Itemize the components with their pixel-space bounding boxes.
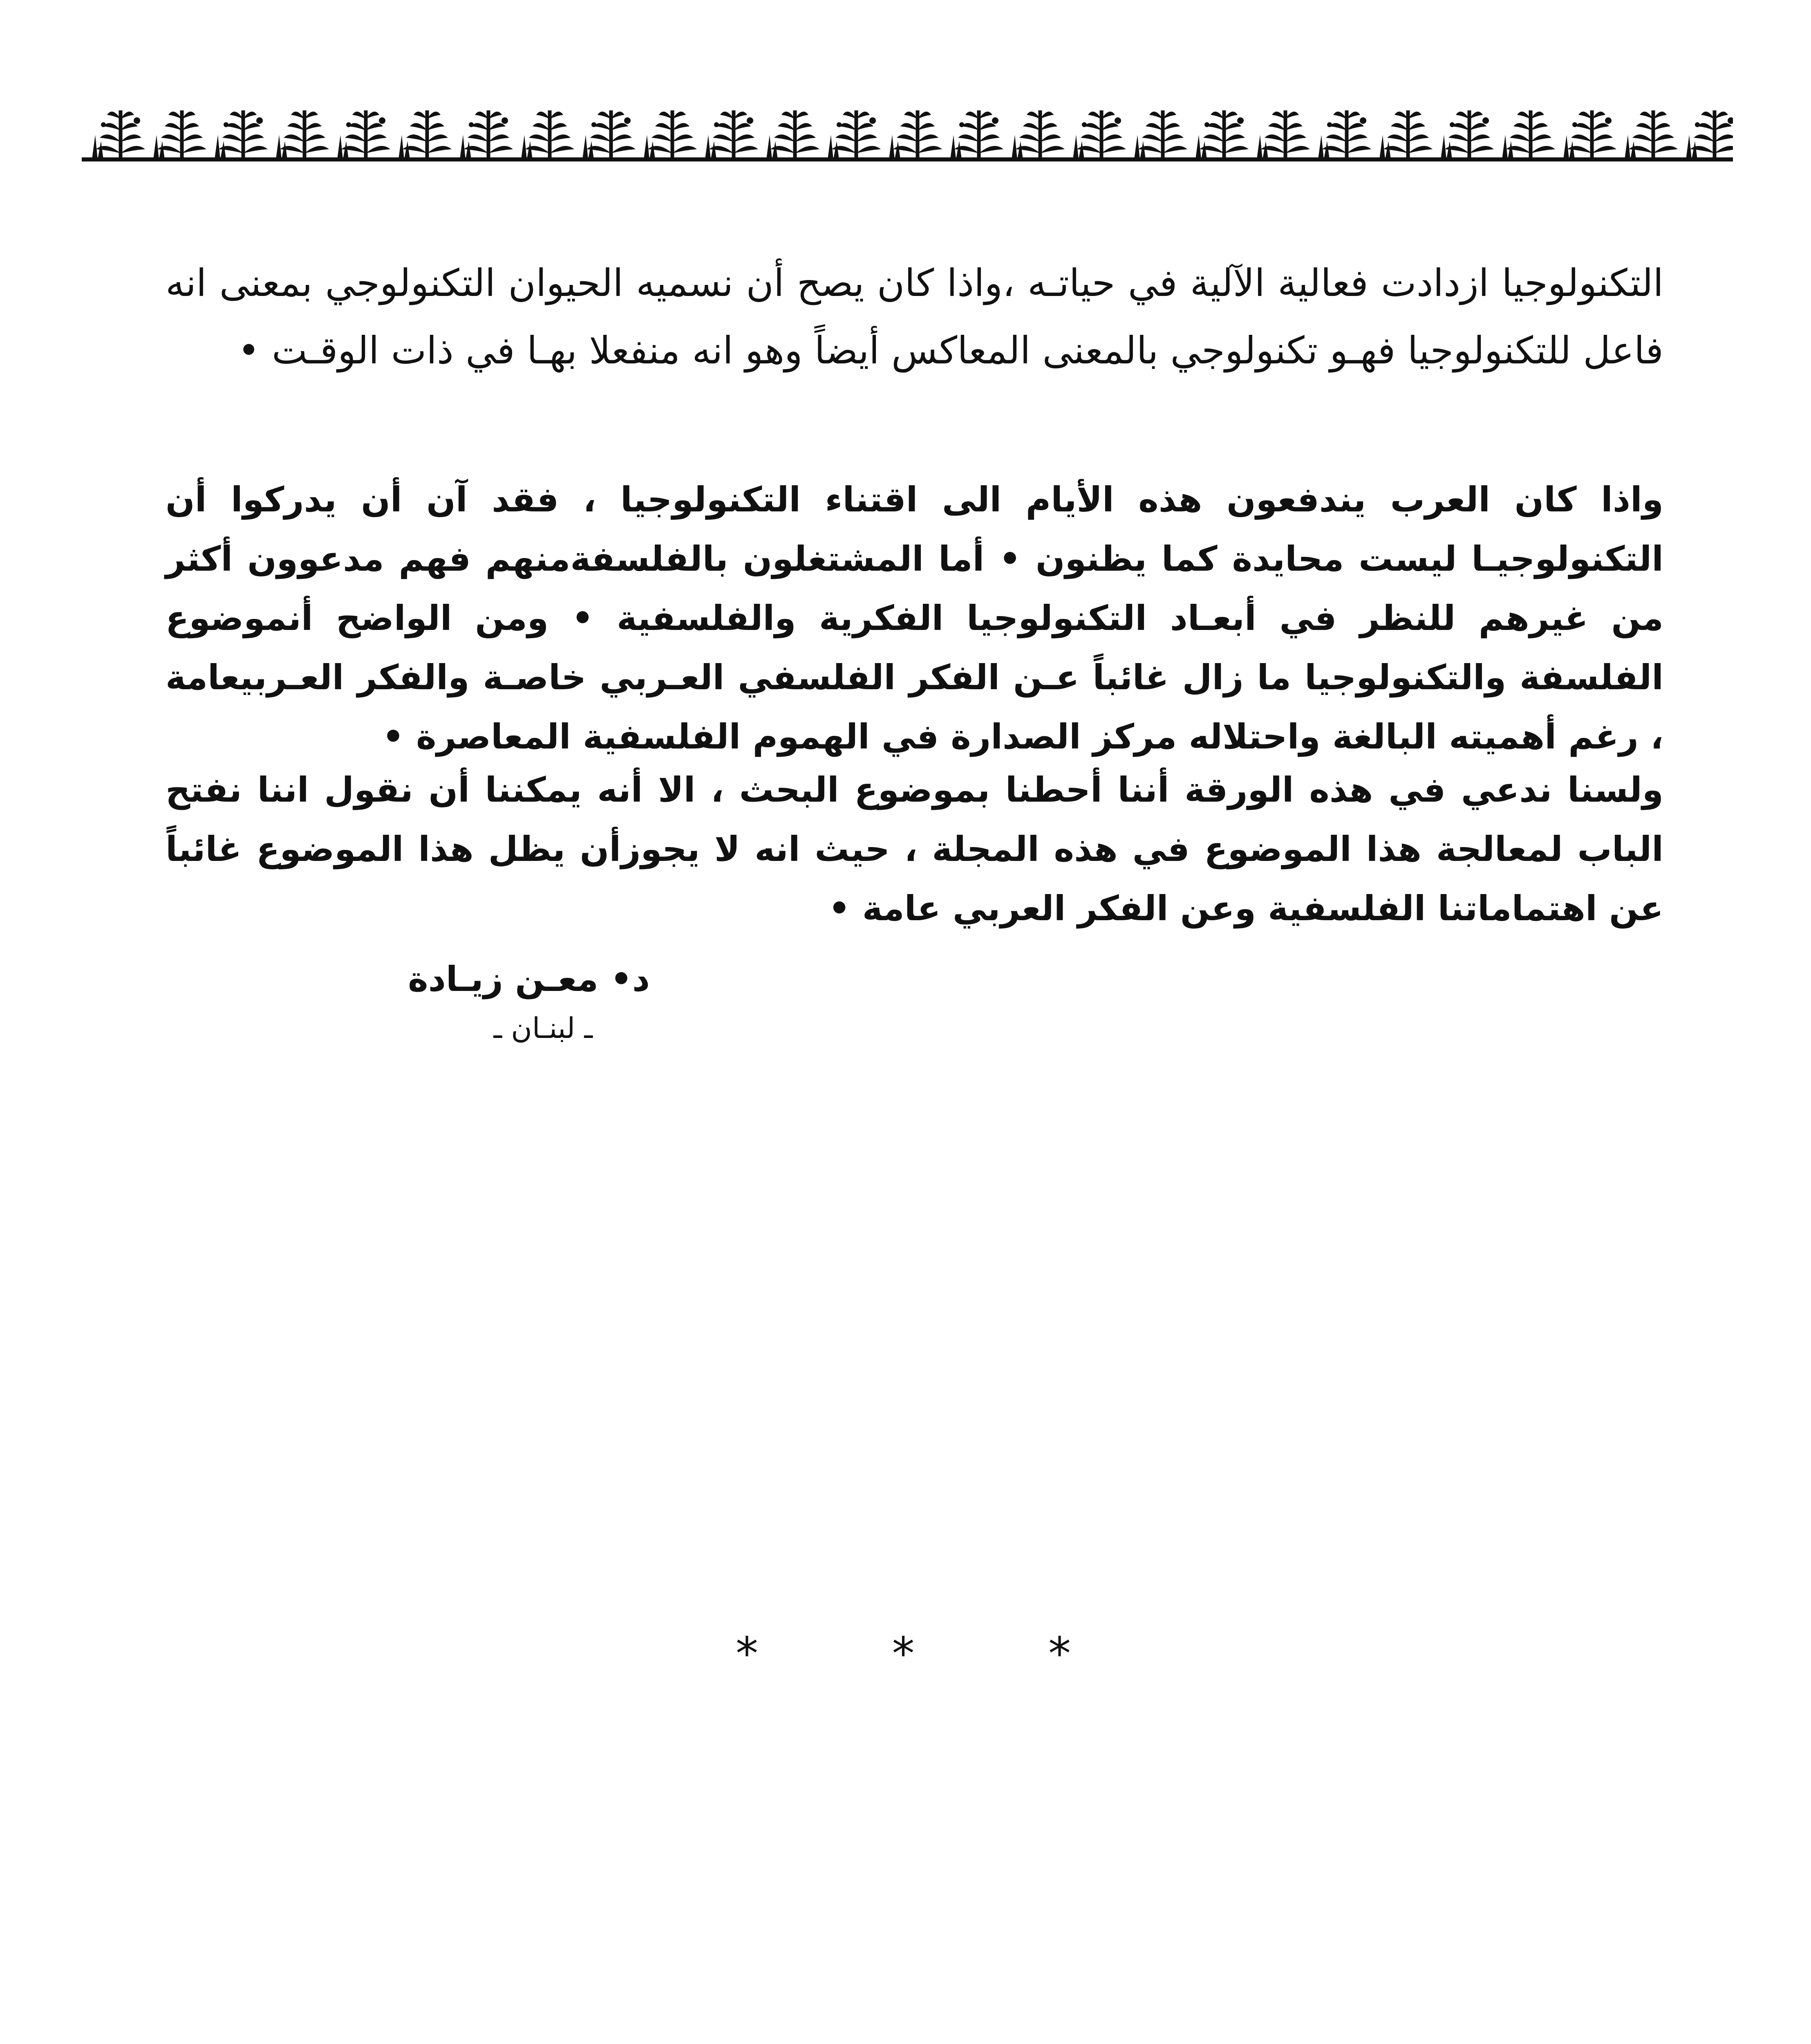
foliage-border-ornament-icon <box>82 96 1733 182</box>
separator-star-icon: * <box>892 1627 915 1680</box>
author-name: د• معـن زيـادة <box>408 959 650 999</box>
separator-star-icon: * <box>736 1627 758 1680</box>
section-separator <box>736 1627 1071 1680</box>
author-country: ـ لبنـان ـ <box>493 1011 593 1045</box>
author-signature <box>282 953 650 1051</box>
paragraph-3: ولسنا ندعي في هذه الورقة أننا أحطنا بموضوع البحث ، الا أنه يمكننا أن نقول اننا نفتح الباب لمعالجة هذا الموضوع في هذه المجلة ، حيث انه لا يجوزأن يظل هذا الموضوع غائباً عن اهتماماتنا الفلسفية وعن الفكر العربي عامة • <box>166 770 1663 928</box>
separator-star-icon: * <box>1048 1627 1071 1680</box>
paragraph-1: التكنولوجيا ازدادت فعالية الآلية في حياتـه ،واذا كان يصح أن نسميه الحيوان التكنولوجي بمعنى انه فاعل للتكنولوجيا فهـو تكنولوجي بالمعنى المعاكس أيضاً وهو انه منفعلا بهـا في ذات الوقـت • <box>166 261 1663 372</box>
paragraph-2: واذا كان العرب يندفعون هذه الأيام الى اقتناء التكنولوجيا ، فقد آن أن يدركوا أن التكنولوجيـا ليست محايدة كما يظنون • أما المشتغلون بالفلسفةمنهم فهم مدعوون أكثر من غيرهم للنظر في أبعـاد التكنولوجيا الفكرية والفلسفية • ومن الواضح أنموضوع الفلسفة والتكنولوجيا ما زال غائباً عـن الفكر الفلسفي العـربي خاصـة والفكر العـربيعامة ، رغم أهميته البالغة واحتلاله مركز الصدارة في الهموم الفلسفية المعاصرة • <box>166 480 1663 757</box>
